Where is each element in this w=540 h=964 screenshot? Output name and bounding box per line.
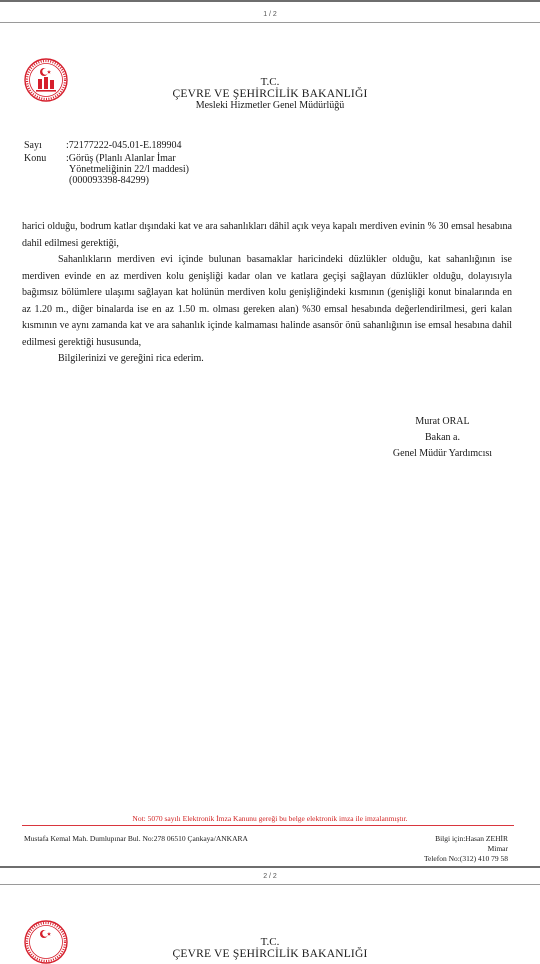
letterhead-page2 (120, 936, 420, 960)
body-paragraph-1: harici olduğu, bodrum katlar dışındaki kat ve ara sahanlıkları dâhil açık veya kapalı merdiven evinin % 30 emsal hesabına dahil edilmesi gerektiği, (22, 221, 512, 249)
letterhead-tc: T.C. (260, 76, 280, 88)
meta-konu-row (24, 153, 266, 186)
signature-block (380, 414, 505, 462)
letterhead-tc-page2: T.C. (260, 936, 280, 948)
signatory-name: Murat ORAL (415, 416, 470, 427)
meta-konu-value (66, 153, 266, 186)
signatory-on-behalf: Bakan a. (425, 432, 460, 443)
letterhead-department: Mesleki Hizmetler Genel Müdürlüğü (195, 100, 345, 111)
document-meta (24, 140, 266, 186)
body-paragraph-2: Sahanlıkların merdiven evi içinde bulunan basamaklar haricindeki düzlükler olduğu, kat sahanlığının ise merdiven evinde en az merdiven kolu genişliği kadar olan ve katlara geçişi sağlayan düzlükler olduğu, dolayısıyla bağımsız bölümlere ulaşımı sağlayan kat holünün merdiven kolu genişliğindeki kısmının (genişliği konut binalarında en az 1.20 m., diğer binalarda ise en az 1.50 m. olması gereken alan) %30 emsal hesabında değerlendirilmesi, geri kalan kısmının ve aynı zamanda kat ve ara sahanlık içinde kalmaması halinde asansör önü sahanlığının ise emsal hesabına dahil edilmesi gerektiği hususunda, (22, 254, 512, 348)
letterhead-ministry: ÇEVRE VE ŞEHİRCİLİK BAKANLIĞI (172, 88, 368, 100)
meta-sayi-row (24, 140, 266, 151)
page-top-edge (0, 0, 540, 2)
meta-konu-line3: (000093398-84299) (69, 175, 149, 186)
page-number: 1 / 2 (263, 11, 277, 18)
meta-konu-line2: Yönetmeliğinin 22/l maddesi) (69, 164, 189, 175)
meta-konu-line1: :Görüş (Planlı Alanlar İmar (66, 153, 176, 164)
page-separator (0, 22, 540, 23)
letterhead (120, 76, 420, 112)
page-number-2: 2 / 2 (263, 873, 277, 880)
meta-konu-label: Konu (24, 153, 47, 164)
page-separator-2 (0, 884, 540, 885)
ministry-seal-logo-page2 (24, 920, 68, 964)
meta-sayi-label: Sayı (24, 140, 42, 151)
footer-phone: Telefon No:(312) 410 79 58 (423, 854, 508, 863)
letter-body (22, 219, 512, 368)
footer-address: Mustafa Kemal Mah. Dumlupınar Bul. No:278 06510 Çankaya/ANKARA (24, 834, 248, 843)
letterhead-ministry-page2: ÇEVRE VE ŞEHİRCİLİK BAKANLIĞI (172, 948, 368, 960)
footer-contact (380, 834, 508, 864)
signatory-title: Genel Müdür Yardımcısı (392, 448, 493, 459)
page-break-edge (0, 866, 540, 868)
body-paragraph-3: Bilgilerinizi ve gereğini rica ederim. (58, 353, 204, 364)
footer-info-contact: Bilgi için:Hasan ZEHİR (435, 834, 508, 843)
note-divider (22, 825, 514, 826)
e-signature-note: Not: 5070 sayılı Elektronik İmza Kanunu gereği bu belge elektronik imza ile imzalanmıştır. (132, 814, 408, 823)
footer-info-role: Mimar (487, 844, 508, 853)
meta-sayi-value: :72177222-045.01-E.189904 (66, 140, 182, 151)
ministry-seal-logo (24, 58, 68, 102)
